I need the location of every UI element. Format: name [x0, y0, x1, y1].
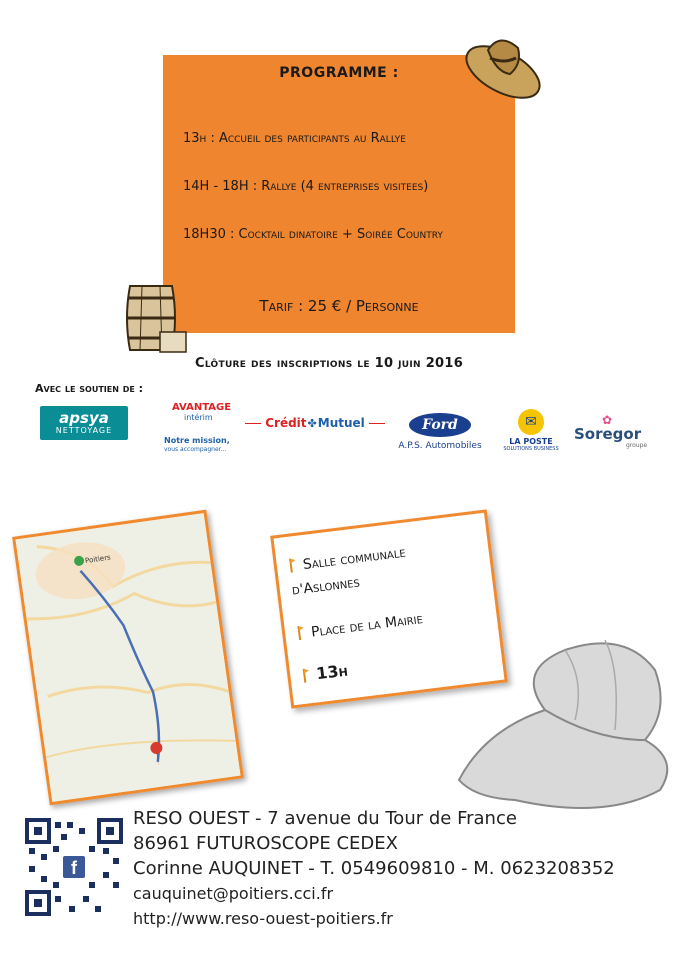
venue-room: Salle communale [302, 544, 407, 574]
flag-pin-icon [288, 556, 298, 573]
venue-time: 13h [315, 660, 349, 684]
programme-title: PROGRAMME : [279, 65, 399, 81]
la-poste-name: LA POSTE [509, 436, 553, 446]
footer-contact: Corinne AUQUINET - T. 0549609810 - M. 0623208352 [133, 858, 615, 879]
apsya-name: apsya [59, 409, 109, 427]
avantage-name: AVANTAGE [172, 402, 232, 413]
soregor-flower-icon: ✿ [602, 412, 613, 427]
avantage-sub: intérim [184, 413, 213, 422]
footer-address: RESO OUEST - 7 avenue du Tour de France [133, 808, 517, 829]
sponsor-soregor-logo [574, 410, 654, 452]
cowboy-hat-outline-icon [455, 630, 680, 810]
sponsor-apsya-logo [40, 406, 128, 440]
venue-line [288, 543, 407, 575]
ford-name: Ford [409, 413, 471, 437]
programme-item: 18H30 : Cocktail dinatoire + Soirée Country [183, 227, 443, 242]
svg-text:f: f [71, 858, 77, 878]
programme-item: 13h : Accueil des participants au Rallye [183, 131, 406, 146]
sponsor-credit-mutuel-logo [245, 413, 385, 433]
venue-town: d'Aslonnes [291, 574, 361, 599]
sponsor-ford-logo [390, 406, 490, 458]
venue-place: Place de la Mairie [310, 611, 424, 641]
la-poste-sub: SOLUTIONS BUSINESS [503, 445, 559, 452]
apsya-sub: NETTOYAGE [55, 426, 113, 435]
flag-pin-icon [296, 623, 306, 640]
ford-sub: A.P.S. Automobiles [398, 441, 482, 451]
footer-email-link[interactable]: cauquinet@poitiers.cci.fr [133, 884, 334, 903]
credit-mutuel-cross-icon: ✤ [307, 416, 317, 430]
qr-code[interactable] [25, 818, 123, 916]
footer-city: 86961 FUTUROSCOPE CEDEX [133, 833, 398, 854]
credit-mutuel-part1: Crédit [265, 416, 307, 430]
venue-line [301, 661, 348, 685]
map-city-label: Poitiers [84, 553, 112, 565]
support-label: Avec le soutien de : [35, 382, 144, 395]
map-drawing [15, 513, 240, 802]
tarif: Tarif : 25 € / Personne [259, 297, 419, 315]
footer-website-link[interactable]: http://www.reso-ouest-poitiers.fr [133, 909, 393, 928]
barrel-icon [122, 280, 188, 356]
registration-closing: Clôture des inscriptions le 10 juin 2016 [195, 356, 464, 371]
contact-footer [133, 806, 615, 931]
avantage-tagline: vous accompagner... [164, 446, 227, 453]
soregor-name: Soregor [574, 424, 642, 443]
soregor-sub: groupe [626, 441, 648, 449]
flag-pin-icon [301, 666, 311, 683]
sponsor-avantage-logo [150, 398, 236, 458]
cowboy-hat-icon [460, 28, 546, 104]
la-poste-bird-icon: ✉ [518, 409, 544, 435]
programme-item: 14H - 18H : Rallye (4 entreprises visitees) [183, 179, 429, 194]
avantage-tagline: Notre mission, [164, 436, 230, 445]
route-map [12, 510, 244, 806]
venue-line [296, 609, 424, 642]
sponsor-la-poste-logo [500, 402, 562, 458]
credit-mutuel-part2: Mutuel [317, 416, 365, 430]
